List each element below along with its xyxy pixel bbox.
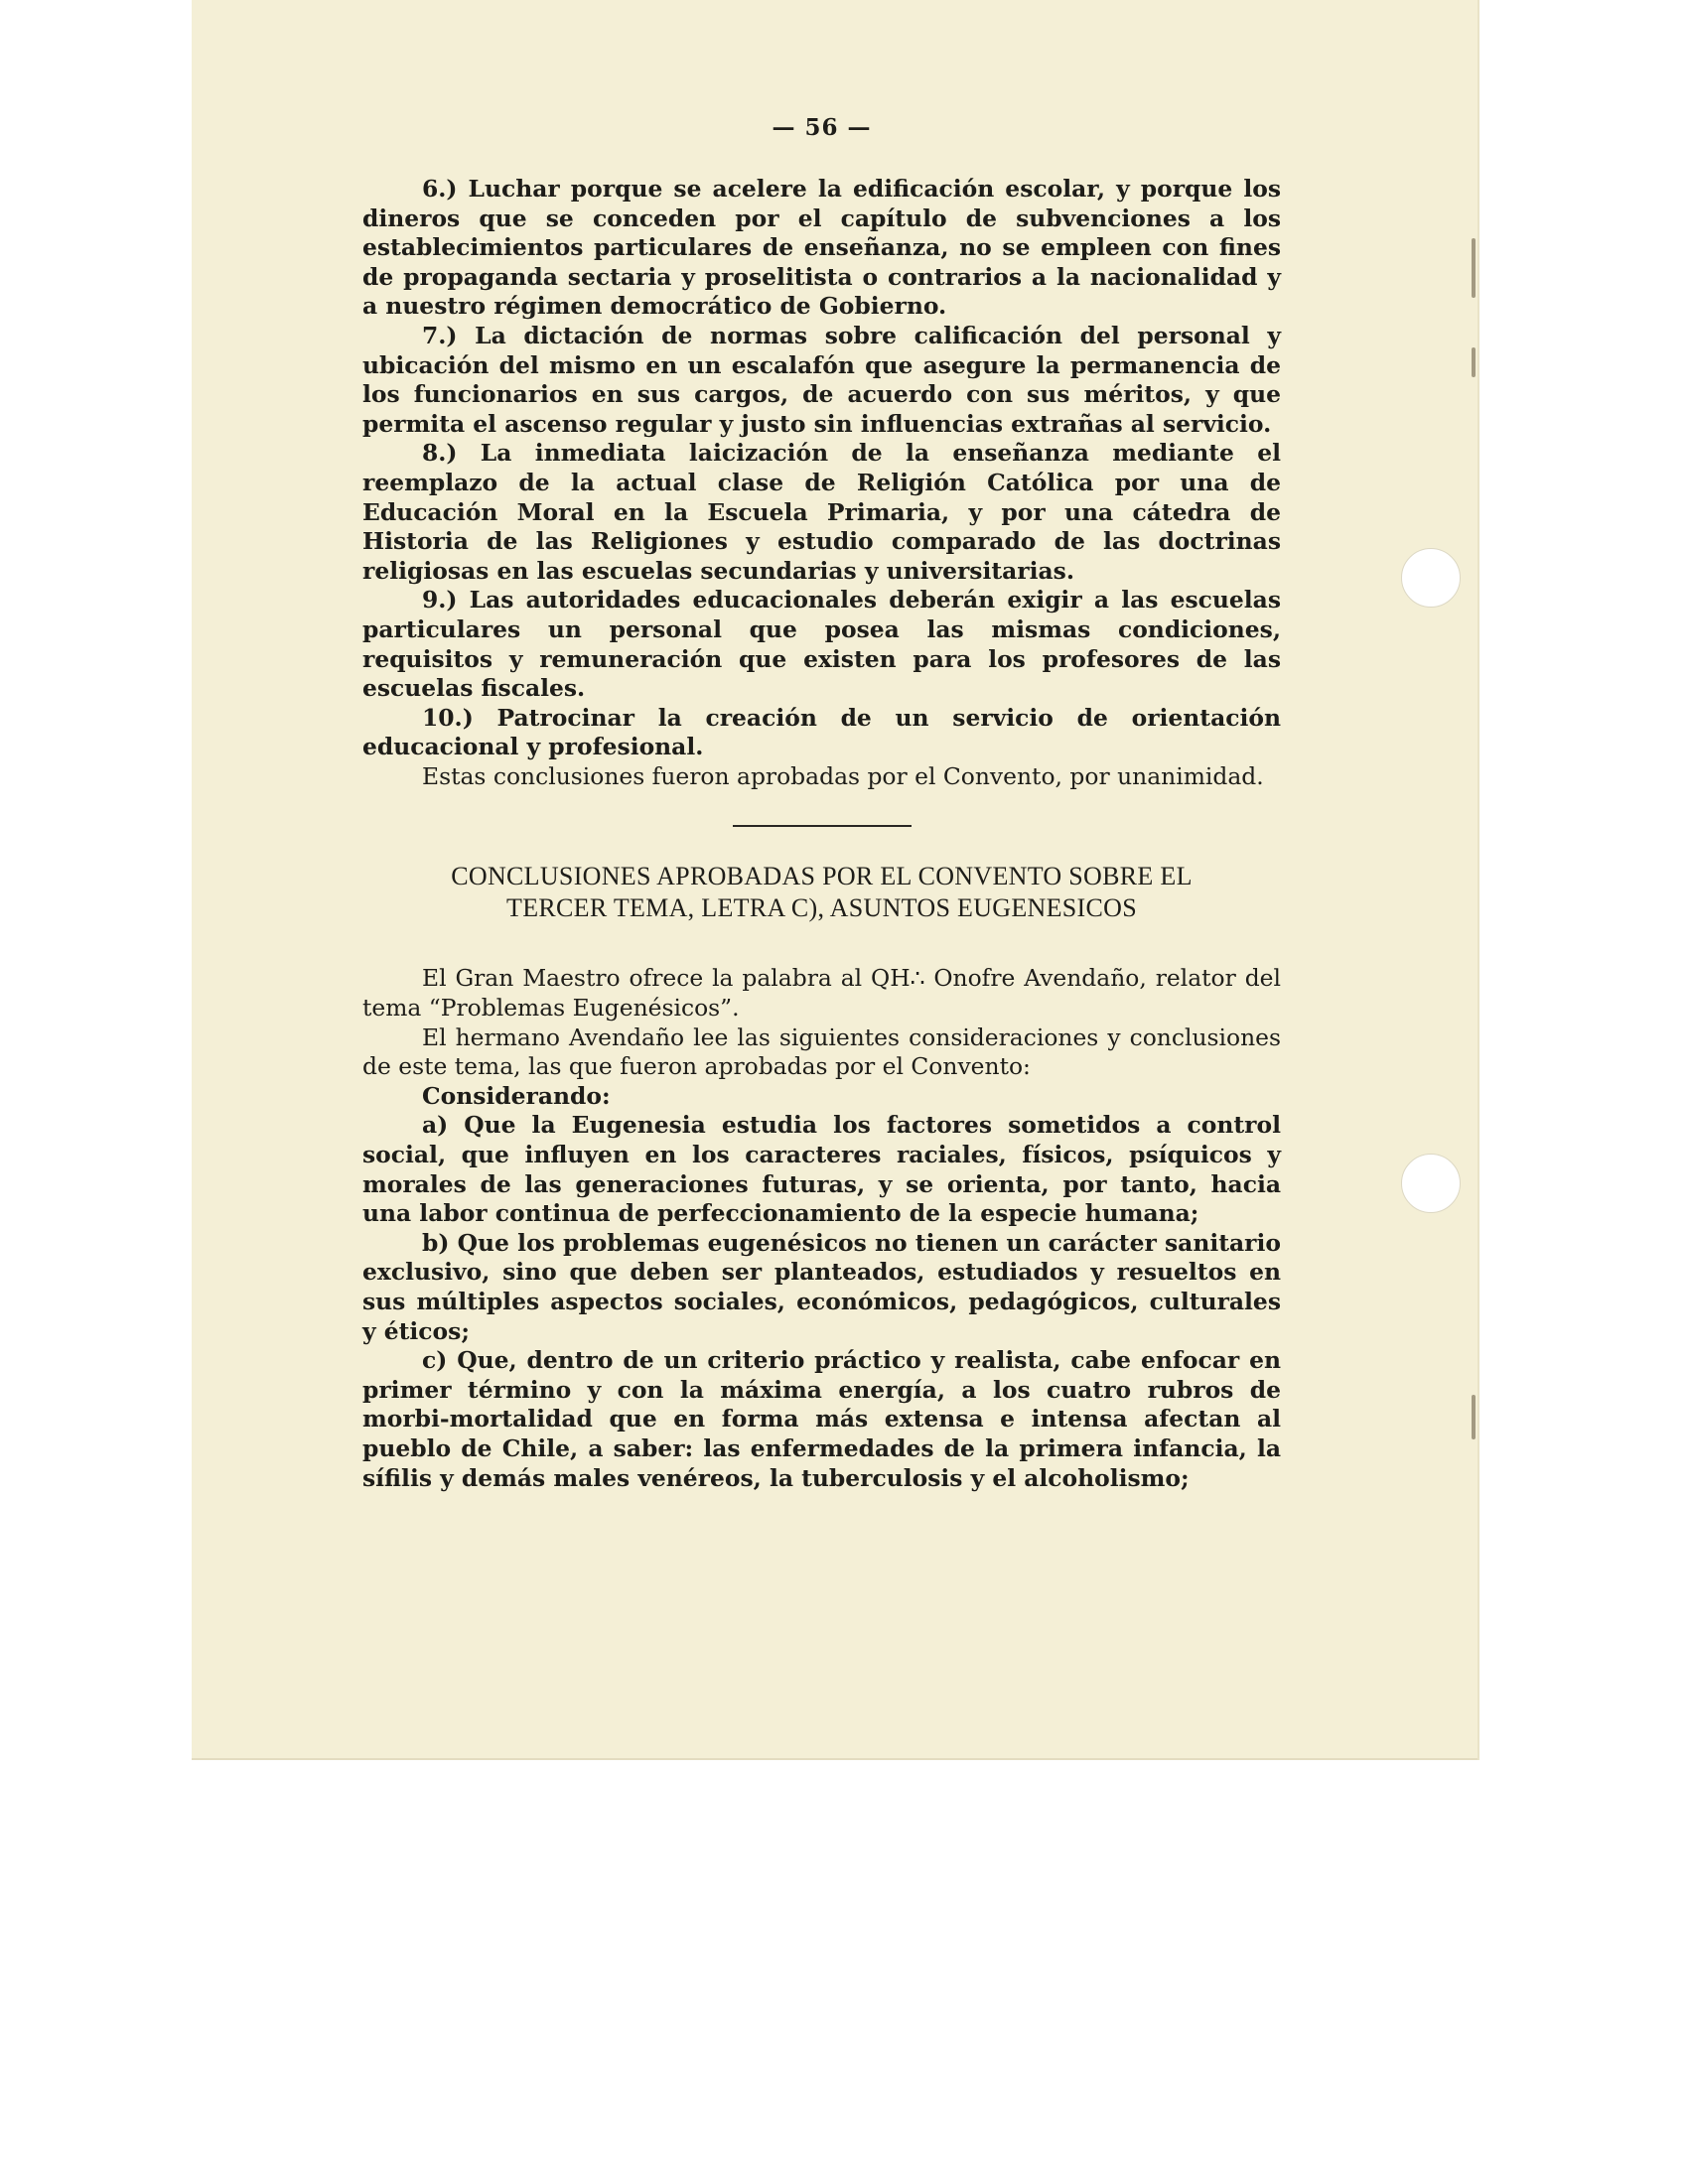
edge-mark [1472, 1395, 1476, 1439]
item-8: 8.) La inmediata laicización de la enseñanza mediante el reemplazo de la actual clase de Religión Católica por una de Educación Moral en la Escuela Primaria, y por una cátedra de Historia de las Religiones y estudio comparado de las doctrinas religiosas en las escuelas secundarias y universitarias. [362, 439, 1281, 585]
clause-c: c) Que, dentro de un criterio práctico y realista, cabe enfocar en primer término y con la máxima energía, a los cuatro rubros de morbi-mortalidad que en forma más extensa e intensa afectan al pueblo de Chile, a saber: las enfermedades de la primera infancia, la sífilis y demás males venéreos, la tuberculosis y el alcoholismo; [362, 1346, 1281, 1492]
section-body [362, 964, 1281, 1493]
clause-a: a) Que la Eugenesia estudia los factores sometidos a control social, que influyen en los caracteres raciales, físicos, psíquicos y morales de las generaciones futuras, y se orienta, por tanto, hacia una labor continua de perfeccionamiento de la especie humana; [362, 1111, 1281, 1228]
section-heading-line: TERCER TEMA, LETRA C), ASUNTOS EUGENESICOS [506, 893, 1137, 923]
approval-note: Estas conclusiones fueron aprobadas por el Convento, por unanimidad. [422, 761, 1264, 790]
edge-mark [1472, 347, 1476, 377]
page-number: — 56 — [772, 114, 872, 141]
item-10: 10.) Patrocinar la creación de un servicio de orientación educacional y profesional. [362, 703, 1281, 761]
section-heading-line: CONCLUSIONES APROBADAS POR EL CONVENTO SOBRE EL [451, 862, 1193, 891]
item-7: 7.) La dictación de normas sobre calificación del personal y ubicación del mismo en un escalafón que asegure la permanencia de los funcionarios en sus cargos, de acuerdo con sus méritos, y que permita el ascenso regular y justo sin influencias extrañas al servicio. [362, 321, 1281, 438]
intro-paragraph: El hermano Avendaño lee las siguientes consideraciones y conclusiones de este tema, las que fueron aprobadas por el Convento: [362, 1023, 1281, 1081]
item-6: 6.) Luchar porque se acelere la edificación escolar, y porque los dineros que se conceden por el capítulo de subvenciones a los establecimientos particulares de enseñanza, no se empleen con fines de propaganda sectaria y proselitista o contrarios a la nacionalidad y a nuestro régimen democrático de Gobierno. [362, 175, 1281, 321]
punch-hole-bottom [1401, 1154, 1461, 1213]
section-divider [733, 825, 912, 827]
numbered-items [362, 175, 1281, 791]
punch-hole-top [1401, 548, 1461, 608]
page-content [362, 114, 1281, 1493]
considerando-label: Considerando: [422, 1081, 611, 1110]
item-9: 9.) Las autoridades educacionales deberán exigir a las escuelas particulares un personal que posea las mismas condiciones, requisitos y remuneración que existen para los profesores de las escuelas fiscales. [362, 586, 1281, 703]
edge-mark [1472, 238, 1476, 298]
intro-paragraph: El Gran Maestro ofrece la palabra al QH∴ Onofre Avendaño, relator del tema “Problemas Eugenésicos”. [362, 964, 1281, 1023]
section-heading [362, 861, 1281, 924]
clause-b: b) Que los problemas eugenésicos no tienen un carácter sanitario exclusivo, sino que deben ser planteados, estudiados y resueltos en sus múltiples aspectos sociales, económicos, pedagógicos, culturales y éticos; [362, 1228, 1281, 1345]
